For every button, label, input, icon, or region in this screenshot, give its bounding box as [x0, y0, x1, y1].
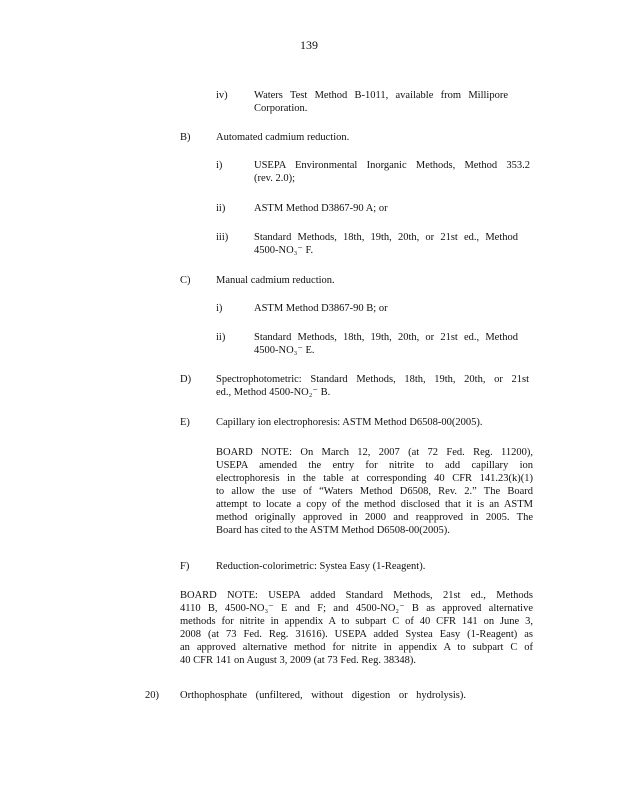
item-text: Spectrophotometric: Standard Methods, 18th, 19th, 20th, or 21st ed., Method 4500-NO₂⁻ B.	[216, 374, 529, 398]
item-text: USEPA Environmental Inorganic Methods, Method 353.2 (rev. 2.0);	[254, 160, 530, 184]
item-text: Reduction-colorimetric: Systea Easy (1-Reagent).	[216, 561, 426, 572]
board-note: BOARD NOTE: USEPA added Standard Methods, 21st ed., Methods 4110 B, 4500-NO₃⁻ E and F; and 4500-NO₂⁻ B as approved alternative methods for nitrite in appendix A to subpart C of 40 CFR 141 on June 3, 2008 (at 73 Fed. Reg. 31616). USEPA added Systea Easy (1-Reagent) as an approved alternative method for nitrite in appendix A to subpart C of 40 CFR 141 on August 3, 2009 (at 73 Fed. Reg. 38348).	[180, 590, 533, 666]
item-label: i)	[216, 160, 223, 171]
item-label: 20)	[145, 690, 159, 701]
item-text: Standard Methods, 18th, 19th, 20th, or 21st ed., Method 4500-NO₃⁻ E.	[254, 332, 518, 356]
item-text: ASTM Method D3867-90 B; or	[254, 303, 388, 314]
item-label: iv)	[216, 90, 228, 101]
item-text: Orthophosphate (unfiltered, without digestion or hydrolysis).	[180, 690, 466, 701]
item-text: Manual cadmium reduction.	[216, 275, 335, 286]
item-label: F)	[180, 561, 190, 572]
item-label: i)	[216, 303, 223, 314]
item-text: Automated cadmium reduction.	[216, 132, 350, 143]
item-text: Standard Methods, 18th, 19th, 20th, or 21st ed., Method 4500-NO₃⁻ F.	[254, 232, 518, 256]
item-text: Capillary ion electrophoresis: ASTM Method D6508-00(2005).	[216, 417, 483, 428]
item-label: ii)	[216, 332, 226, 343]
item-text: ASTM Method D3867-90 A; or	[254, 203, 388, 214]
item-label: D)	[180, 374, 192, 385]
page-number: 139	[300, 38, 318, 52]
item-label: ii)	[216, 203, 226, 214]
item-text: Waters Test Method B-1011, available from Millipore Corporation.	[254, 90, 508, 114]
item-label: C)	[180, 275, 191, 286]
board-note: BOARD NOTE: On March 12, 2007 (at 72 Fed. Reg. 11200), USEPA amended the entry for nitrite to add capillary ion electrophoresis in the table at corresponding 40 CFR 141.23(k)(1) to allow the use of “Waters Method D6508, Rev. 2.” The Board attempt to locate a copy of the method disclosed that it is an ASTM method originally approved in 2000 and reapproved in 2005. The Board has cited to the ASTM Method D6508-00(2005).	[216, 447, 533, 536]
item-label: E)	[180, 417, 190, 428]
item-label: B)	[180, 132, 191, 143]
item-label: iii)	[216, 232, 229, 243]
